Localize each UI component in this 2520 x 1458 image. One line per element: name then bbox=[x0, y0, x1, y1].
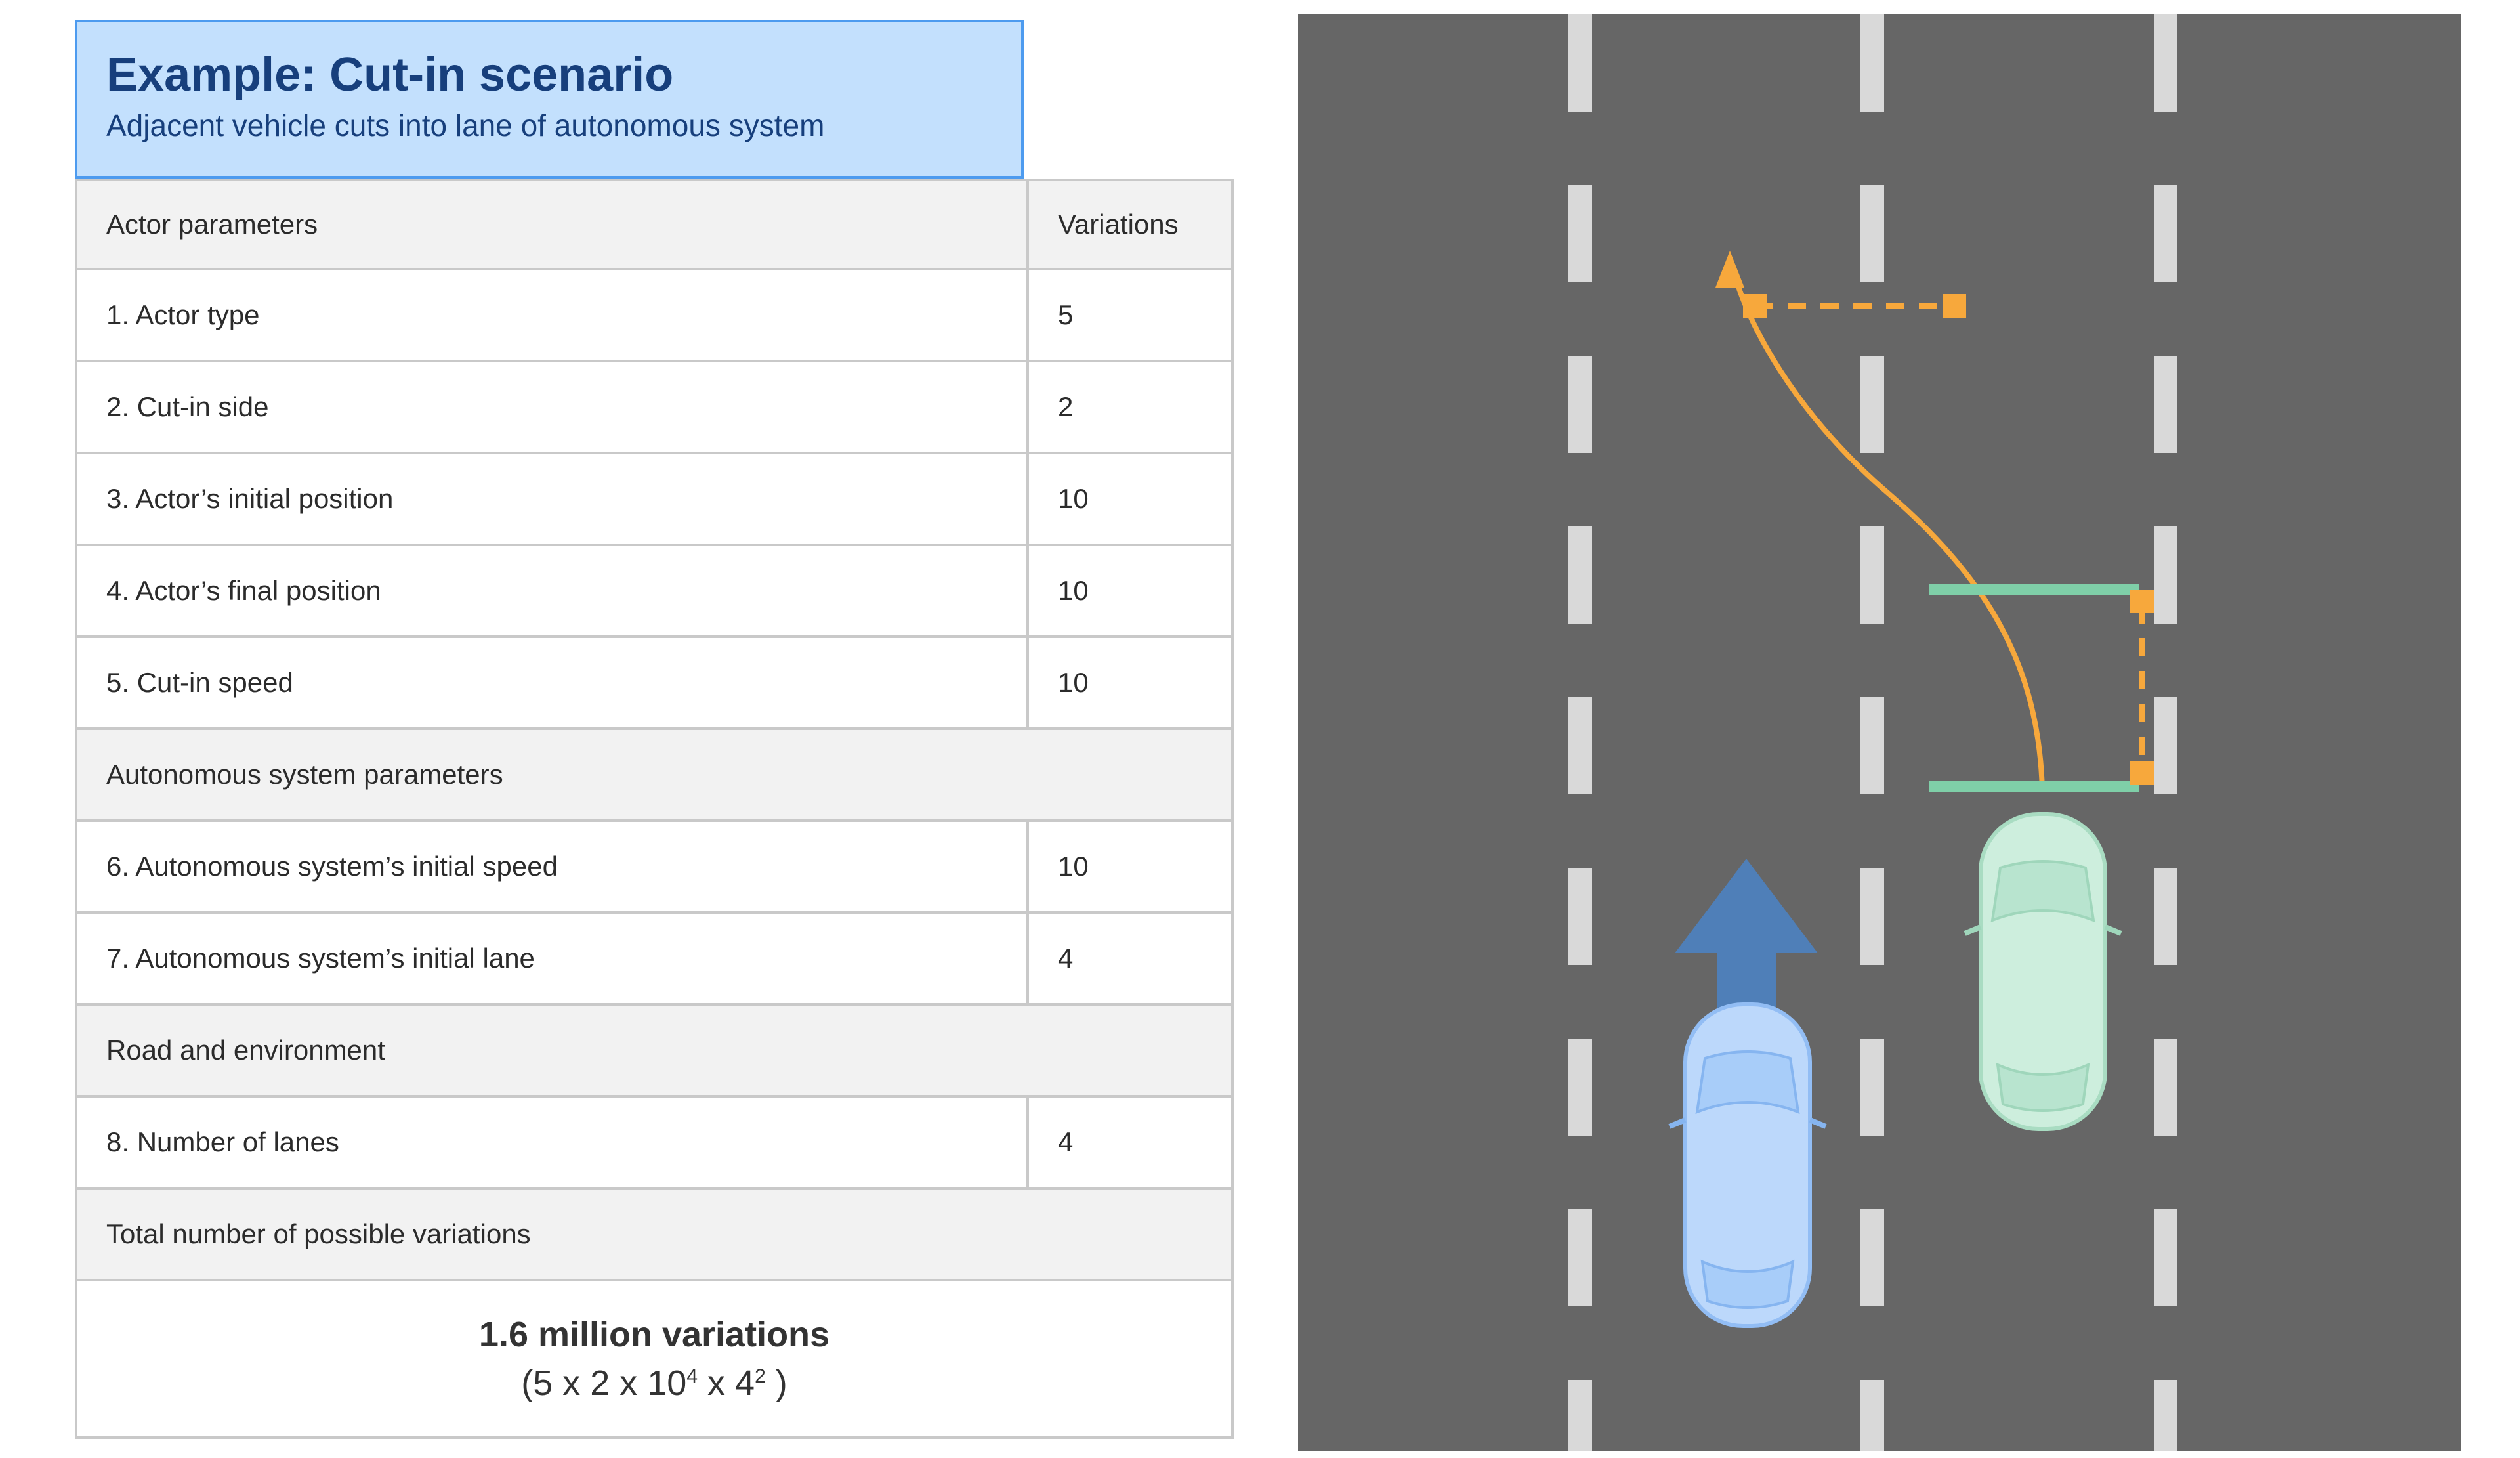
lane-marking-dash bbox=[1860, 868, 1884, 965]
parameter-value: 10 bbox=[1026, 822, 1231, 911]
lane-marking-dash bbox=[2154, 185, 2177, 282]
ego-vehicle-icon bbox=[1670, 1004, 1826, 1326]
table-row bbox=[77, 454, 1231, 546]
parameter-name: 4. Actor’s final position bbox=[106, 575, 381, 606]
table-header-row bbox=[77, 179, 1231, 270]
section-row-road bbox=[77, 1006, 1231, 1098]
scenario-subtitle: Adjacent vehicle cuts into lane of autonomous system bbox=[106, 108, 825, 142]
lane-marking-dash bbox=[1568, 1209, 1592, 1306]
final-position-handle-icon bbox=[1942, 294, 1966, 318]
section-label: Autonomous system parameters bbox=[106, 759, 503, 790]
lane-marking-dash bbox=[1860, 1209, 1884, 1306]
lane-marking-dash bbox=[1860, 356, 1884, 453]
lane-marking-dash bbox=[2154, 868, 2177, 965]
table-row bbox=[77, 1098, 1231, 1190]
initial-position-handle-icon bbox=[2130, 590, 2154, 613]
column-header-parameters: Actor parameters bbox=[106, 209, 318, 240]
parameter-name: 3. Actor’s initial position bbox=[106, 483, 394, 514]
lane-marking-dash bbox=[2154, 526, 2177, 624]
parameter-table bbox=[75, 179, 1234, 1439]
parameter-value: 4 bbox=[1026, 1098, 1231, 1187]
lane-marking-dash bbox=[2154, 1209, 2177, 1306]
parameter-value: 10 bbox=[1026, 546, 1231, 635]
parameter-name: 8. Number of lanes bbox=[106, 1126, 339, 1157]
lane-marking-dash bbox=[1860, 185, 1884, 282]
formula-exponent: 2 bbox=[755, 1365, 766, 1387]
section-label: Total number of possible variations bbox=[106, 1218, 531, 1249]
total-variations-box bbox=[77, 1281, 1231, 1439]
table-row bbox=[77, 270, 1231, 362]
variations-formula bbox=[521, 1363, 788, 1404]
lane-marking-dash bbox=[1568, 526, 1592, 624]
lane-marking-dash bbox=[1568, 356, 1592, 453]
lane-marking-dash bbox=[1568, 1380, 1592, 1451]
lane-marking-dash bbox=[1568, 185, 1592, 282]
table-row bbox=[77, 822, 1231, 914]
final-position-handle-icon bbox=[1743, 294, 1767, 318]
parameter-value: 4 bbox=[1026, 914, 1231, 1003]
lane-marking-dash bbox=[1860, 1039, 1884, 1136]
parameter-name: 7. Autonomous system’s initial lane bbox=[106, 943, 535, 974]
parameter-value: 10 bbox=[1026, 638, 1231, 727]
actor-vehicle-icon bbox=[1965, 814, 2121, 1129]
section-row-total bbox=[77, 1190, 1231, 1281]
lane-marking-dash bbox=[2154, 1380, 2177, 1451]
parameter-name: 2. Cut-in side bbox=[106, 391, 269, 422]
parameter-value: 5 bbox=[1026, 270, 1231, 360]
formula-part: x 4 bbox=[698, 1363, 755, 1403]
lane-marking-dash bbox=[1568, 14, 1592, 112]
lane-marking-dash bbox=[2154, 1039, 2177, 1136]
lane-marking-dash bbox=[1568, 1039, 1592, 1136]
cut-in-road-diagram bbox=[1298, 14, 2461, 1451]
lane-marking-dash bbox=[1860, 526, 1884, 624]
formula-exponent: 4 bbox=[686, 1365, 698, 1387]
parameter-name: 6. Autonomous system’s initial speed bbox=[106, 851, 558, 882]
lane-marking-dash bbox=[1568, 868, 1592, 965]
scenario-title-box bbox=[75, 20, 1024, 179]
parameter-value: 10 bbox=[1026, 454, 1231, 544]
section-label: Road and environment bbox=[106, 1035, 385, 1065]
column-header-variations: Variations bbox=[1026, 181, 1231, 268]
formula-part: (5 x 2 x 10 bbox=[521, 1363, 687, 1403]
table-row bbox=[77, 914, 1231, 1006]
lane-marking-dash bbox=[1860, 1380, 1884, 1451]
table-row bbox=[77, 546, 1231, 638]
scenario-title: Example: Cut-in scenario bbox=[106, 49, 674, 101]
lane-marking-dash bbox=[2154, 14, 2177, 112]
lane-marking-dash bbox=[1860, 697, 1884, 794]
lane-marking-dash bbox=[1860, 14, 1884, 112]
initial-position-handle-icon bbox=[2130, 761, 2154, 785]
formula-part: ) bbox=[765, 1363, 788, 1403]
parameter-value: 2 bbox=[1026, 362, 1231, 452]
table-row bbox=[77, 362, 1231, 454]
section-row-autonomous bbox=[77, 730, 1231, 822]
parameter-name: 5. Cut-in speed bbox=[106, 667, 293, 698]
lane-marking-dash bbox=[1568, 697, 1592, 794]
total-variations: 1.6 million variations bbox=[478, 1315, 830, 1354]
lane-marking-dash bbox=[2154, 356, 2177, 453]
lane-marking-dash bbox=[2154, 697, 2177, 794]
table-row bbox=[77, 638, 1231, 730]
parameter-name: 1. Actor type bbox=[106, 299, 260, 330]
